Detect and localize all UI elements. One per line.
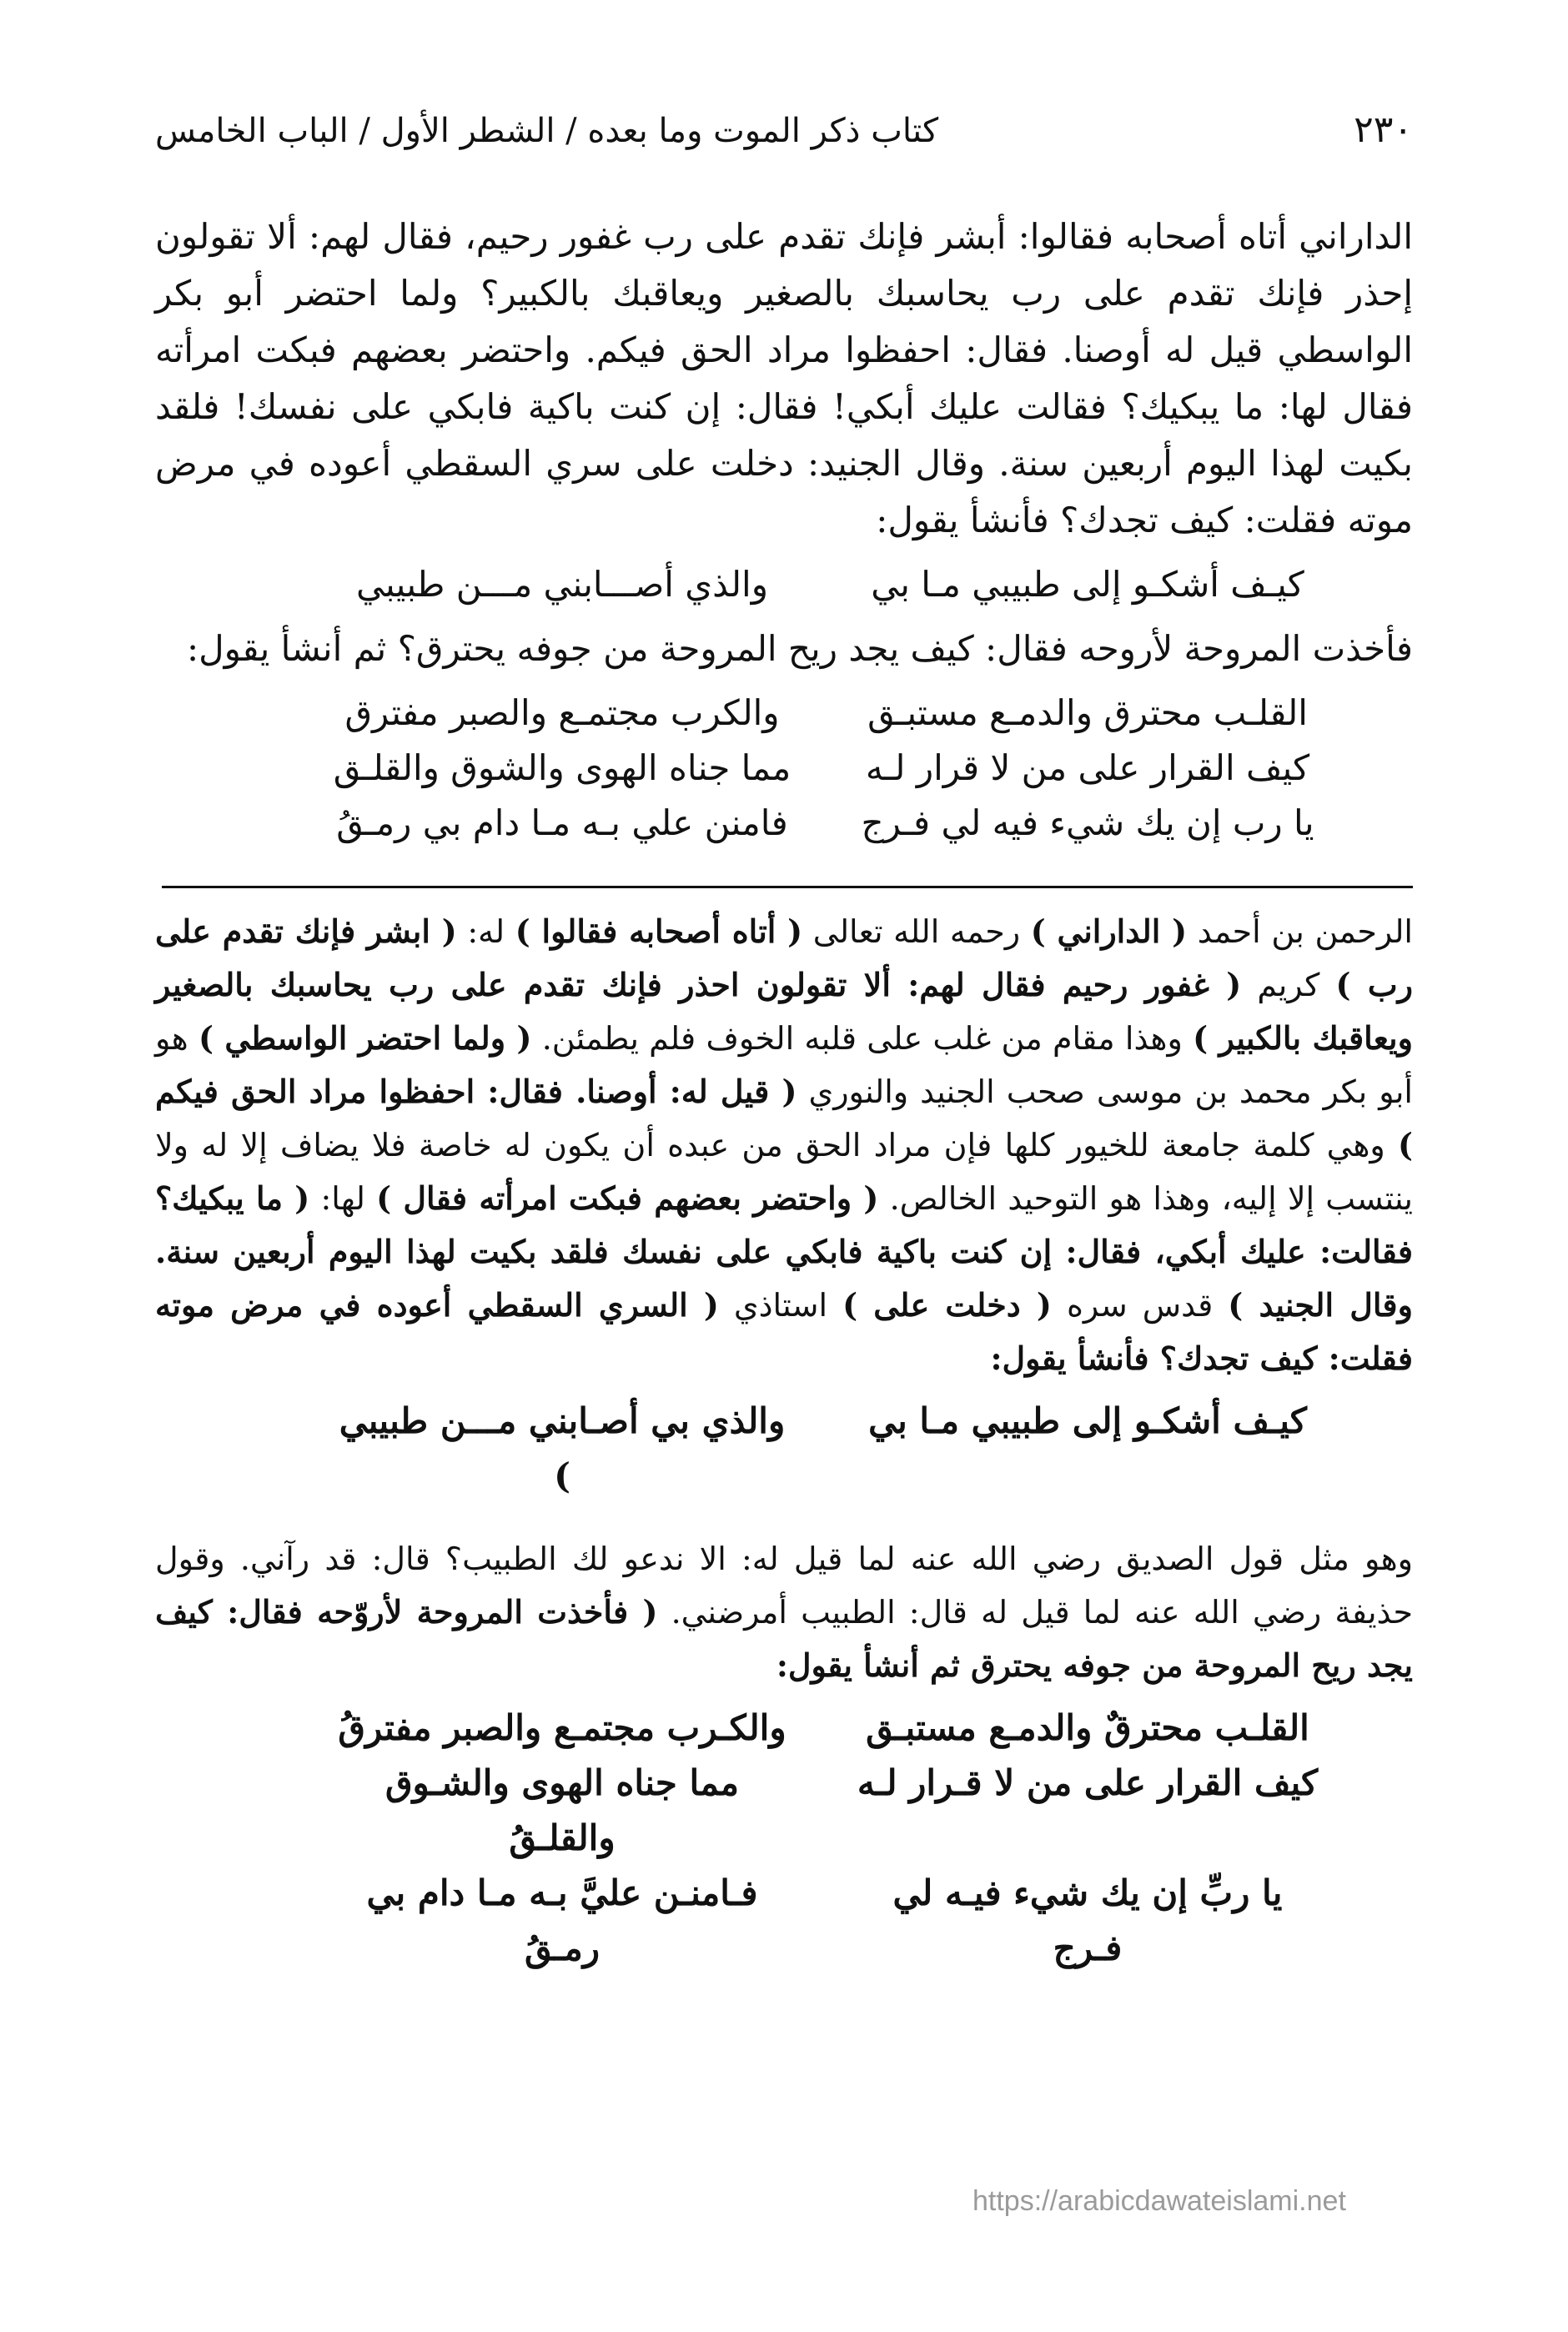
verse-hemistich-first: القلـب محترق والدمـع مستبـق xyxy=(867,692,1308,733)
verse-hemistich-second: والذي بي أصـابني مـــن طبيبي ) xyxy=(339,1400,786,1496)
watermark-url: https://arabicdawateislami.net xyxy=(972,2185,1346,2217)
verse-hemistich-first: كيف القرار على من لا قرار لـه xyxy=(865,747,1310,788)
commentary-quote: ( ما يبكيك؟ فقالت: عليك أبكي، فقال: إن كنت باكية فابكي على نفسك فلقد بكيت لهذا اليوم أربعين سنة. وقال الجنيد ) xyxy=(155,1179,1413,1324)
main-verses-2 xyxy=(155,686,1413,851)
verse-line xyxy=(155,1866,1413,1976)
commentary-text: كريم xyxy=(1257,967,1320,1003)
commentary-quote: ( ابشر فإنك تقدم على رب ) xyxy=(155,912,1413,1003)
verse-hemistich-second: مما جناه الهوى والشوق والقلـق xyxy=(333,747,792,788)
commentary-text: هو أبو بكر محمد بن موسى صحب الجنيد والنوري xyxy=(155,1020,1413,1110)
commentary-paragraph-1 xyxy=(155,905,1413,1385)
main-paragraph-2: فأخذت المروحة لأروحه فقال: كيف يجد ريح المروحة من جوفه يحترق؟ ثم أنشأ يقول: xyxy=(186,628,1413,669)
commentary-text: وهو مثل قول الصديق رضي الله عنه لما قيل له: الا ندعو لك الطبيب؟ قال: قد رآني. وقول حذيفة رضي الله عنه لما قيل له قال: الطبيب أمرضني. xyxy=(155,1540,1413,1631)
page-number: ٢٣٠ xyxy=(1354,108,1413,151)
verse-line xyxy=(155,1394,1413,1504)
main-text xyxy=(155,209,1413,851)
commentary-quote: ( قيل له: أوصنا. فقال: احفظوا مراد الحق فيكم ) xyxy=(155,1073,1413,1163)
commentary-quote: ( السري السقطي أعوده في مرض موته فقلت: كيف تجدك؟ فأنشأ يقول: xyxy=(155,1286,1413,1377)
commentary-quote: ( واحتضر بعضهم فبكت امرأته فقال ) xyxy=(376,1179,879,1217)
commentary-text: لها: xyxy=(320,1180,365,1217)
running-title: كتاب ذكر الموت وما بعده / الشطر الأول / الباب الخامس xyxy=(155,112,939,150)
verse-hemistich-first: يا رب إن يك شيء فيه لي فـرج xyxy=(861,802,1314,843)
verse-line xyxy=(155,741,1413,796)
verse-hemistich-first: يا ربِّ إن يك شيء فيـه لي فـرج xyxy=(892,1872,1283,1968)
verse-line xyxy=(155,686,1413,741)
verse-line xyxy=(155,796,1413,851)
verse-hemistich-second: والذي أصـــابني مـــن طبيبي xyxy=(356,564,768,605)
main-verse-1 xyxy=(155,557,1413,612)
commentary-paragraph-2 xyxy=(155,1532,1413,1692)
verse-hemistich-first: كيـف أشكـو إلى طبيبي مـا بي xyxy=(871,564,1304,605)
verse-hemistich-second: فـامنـن عليَّ بـه مـا دام بي رمـقُ xyxy=(366,1872,758,1968)
commentary-quote: ( أتاه أصحابه فقالوا ) xyxy=(515,912,803,950)
verse-line xyxy=(155,1701,1413,1756)
commentary-quote: ( غفور رحيم فقال لهم: ألا تقولون احذر فإنك تقدم على رب يحاسبك بالصغير ويعاقبك بالكبير ) xyxy=(155,966,1413,1057)
commentary-text: الرحمن بن أحمد xyxy=(1197,913,1413,950)
commentary-section xyxy=(155,905,1413,1976)
verse-hemistich-second: فامنن علي بـه مـا دام بي رمـقُ xyxy=(336,802,788,843)
main-paragraph-1: الداراني أتاه أصحابه فقالوا: أبشر فإنك تقدم على رب غفور رحيم، فقال لهم: ألا تقولون إحذر فإنك تقدم على رب يحاسبك بالصغير ويعاقبك بالكبير؟ ولما احتضر أبو بكر الواسطي قيل له أوصنا. فقال: احفظوا مراد الحق فيكم. واحتضر بعضهم فبكت امرأته فقال لها: ما يبكيك؟ فقالت عليك أبكي! فقال: إن كنت باكية فابكي على نفسك! فلقد بكيت لهذا اليوم أربعين سنة. وقال الجنيد: دخلت على سري السقطي أعوده في مرض موته فقلت: كيف تجدك؟ فأنشأ يقول: xyxy=(155,216,1413,540)
verse-line xyxy=(155,557,1413,612)
verse-hemistich-second: مما جناه الهوى والشـوق والقلـقُ xyxy=(384,1762,740,1858)
footnote-separator xyxy=(162,886,1413,888)
spacer xyxy=(155,1512,1413,1532)
verse-line xyxy=(155,1756,1413,1866)
commentary-text: قدس سره xyxy=(1066,1287,1214,1324)
commentary-quote: ( ولما احتضر الواسطي ) xyxy=(198,1019,532,1057)
commentary-text: استاذي xyxy=(733,1287,827,1324)
commentary-quote: ( فأخذت المروحة لأروّحه فقال: كيف يجد ريح المروحة من جوفه يحترق ثم أنشأ يقول: xyxy=(155,1593,1413,1684)
commentary-quote: ( دخلت على ) xyxy=(842,1286,1052,1324)
verse-hemistich-second: والكـرب مجتمـع والصبر مفترقُ xyxy=(338,1707,787,1748)
commentary-text: رحمه الله تعالى xyxy=(812,913,1021,950)
commentary-text: له: xyxy=(467,913,505,950)
verse-hemistich-first: كيف القرار على من لا قـرار لـه xyxy=(857,1762,1319,1803)
verse-hemistich-first: كيـف أشكـو إلى طبيبي مـا بي xyxy=(868,1400,1307,1441)
page-header xyxy=(155,108,1413,183)
commentary-quote: ( الداراني ) xyxy=(1030,912,1188,950)
verse-hemistich-second: والكرب مجتمـع والصبر مفترق xyxy=(344,692,780,733)
commentary-verses-2 xyxy=(155,1701,1413,1976)
verse-hemistich-first: القلـب محترقٌ والدمـع مستبـق xyxy=(866,1707,1309,1748)
commentary-verse-1 xyxy=(155,1394,1413,1504)
book-page xyxy=(155,108,1413,2277)
commentary-text: وهي كلمة جامعة للخيور كلها فإن مراد الحق من عبده أن يكون له خاصة فلا يضاف إلا له ولا ينتسب إلا إليه، وهذا هو التوحيد الخالص. xyxy=(155,1127,1413,1217)
commentary-text: وهذا مقام من غلب على قلبه الخوف فلم يطمئن. xyxy=(541,1020,1183,1057)
